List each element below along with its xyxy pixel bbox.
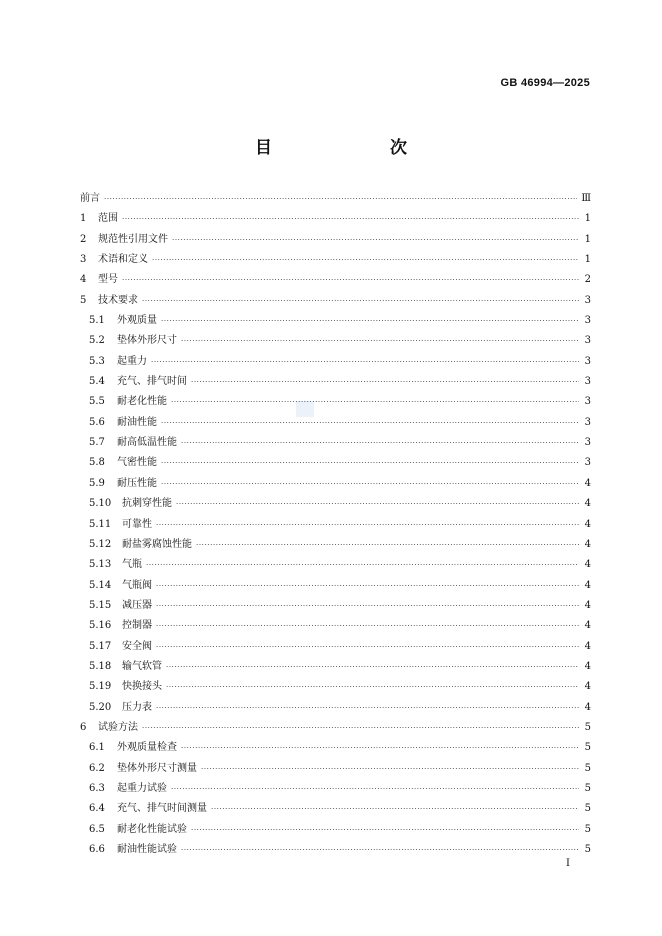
- toc-dot-leader: [151, 352, 579, 372]
- toc-entry-label: 充气、排气时间测量: [117, 803, 207, 815]
- toc-entry[interactable]: [80, 474, 591, 494]
- toc-dot-leader: [176, 494, 579, 514]
- toc-entry-page: 1: [584, 233, 591, 245]
- toc-entry-label: 耐高低温性能: [117, 437, 177, 449]
- toc-entry-page: 4: [584, 701, 591, 713]
- toc-entry-number: 5.17: [89, 640, 112, 652]
- toc-entry-page: 5: [584, 762, 591, 774]
- toc-entry-number: 5.1: [89, 315, 105, 327]
- toc-entry-label: 起重力: [117, 355, 147, 367]
- toc-entry-number: 6.3: [89, 782, 105, 794]
- toc-entry-number: 6.2: [89, 762, 105, 774]
- toc-entry-label: 气瓶阀: [122, 579, 152, 591]
- toc-entry-page: 2: [584, 274, 591, 286]
- toc-entry[interactable]: [80, 799, 591, 819]
- toc-entry[interactable]: [80, 637, 591, 657]
- toc-entry-number: 6.5: [89, 823, 105, 835]
- toc-dot-leader: [156, 576, 579, 596]
- toc-dot-leader: [181, 331, 579, 351]
- toc-entry-number: 5.18: [89, 660, 112, 672]
- toc-entry[interactable]: [80, 535, 591, 555]
- toc-dot-leader: [171, 392, 579, 412]
- toc-entry-number: 5.2: [89, 335, 105, 347]
- toc-entry-number: 6.4: [89, 803, 105, 815]
- toc-entry-label: 垫体外形尺寸测量: [117, 762, 197, 774]
- toc-entry-page: 3: [584, 416, 591, 428]
- toc-entry[interactable]: [80, 250, 591, 270]
- toc-entry-label: 耐盐雾腐蚀性能: [122, 538, 192, 550]
- toc-dot-leader: [191, 820, 579, 840]
- toc-entry-page: 4: [584, 640, 591, 652]
- toc-entry-label: 外观质量检查: [117, 742, 177, 754]
- page-title: 目 次: [255, 138, 435, 158]
- toc-entry-label: 耐老化性能: [117, 396, 167, 408]
- toc-entry-label: 减压器: [122, 599, 152, 611]
- toc-entry-number: 1: [80, 213, 87, 225]
- toc-entry[interactable]: [80, 230, 591, 250]
- toc-entry-page: 3: [584, 396, 591, 408]
- toc-dot-leader: [122, 209, 579, 229]
- toc-dot-leader: [161, 453, 579, 473]
- toc-entry-label: 起重力试验: [117, 782, 167, 794]
- toc-entry-number: 2: [80, 233, 87, 245]
- toc-entry-page: 4: [584, 477, 591, 489]
- toc-entry[interactable]: [80, 209, 591, 229]
- toc-entry-number: 5.6: [89, 416, 105, 428]
- toc-dot-leader: [122, 270, 579, 290]
- toc-entry[interactable]: [80, 759, 591, 779]
- toc-entry-number: 5: [80, 294, 87, 306]
- toc-entry-page: 5: [584, 823, 591, 835]
- toc-entry-label: 试验方法: [98, 721, 138, 733]
- toc-entry-number: 5.9: [89, 477, 105, 489]
- toc-entry-label: 充气、排气时间: [117, 376, 187, 388]
- toc-dot-leader: [156, 637, 579, 657]
- toc-dot-leader: [166, 677, 579, 697]
- toc-entry-label: 可靠性: [122, 518, 152, 530]
- toc-entry[interactable]: [80, 433, 591, 453]
- toc-entry[interactable]: [80, 840, 591, 860]
- toc-entry-number: 5.12: [89, 538, 112, 550]
- toc-entry-label: 快换接头: [122, 681, 162, 693]
- toc-dot-leader: [142, 718, 579, 738]
- toc-entry-label: 压力表: [122, 701, 152, 713]
- toc-entry[interactable]: [80, 616, 591, 636]
- toc-entry-number: 5.14: [89, 579, 112, 591]
- toc-dot-leader: [146, 555, 579, 575]
- toc-entry[interactable]: [80, 372, 591, 392]
- toc-entry-number: 5.7: [89, 437, 105, 449]
- toc-entry[interactable]: [80, 820, 591, 840]
- toc-entry-label: 气瓶: [122, 559, 142, 571]
- toc-entry-page: 4: [584, 559, 591, 571]
- toc-entry-number: 5.19: [89, 681, 112, 693]
- toc-entry[interactable]: [80, 738, 591, 758]
- toc-entry-page: 5: [584, 721, 591, 733]
- toc-entry[interactable]: [80, 189, 591, 209]
- toc-entry[interactable]: [80, 494, 591, 514]
- toc-entry[interactable]: [80, 698, 591, 718]
- toc-entry[interactable]: [80, 392, 591, 412]
- toc-entry-number: 5.10: [89, 498, 112, 510]
- toc-entry-label: 术语和定义: [98, 254, 148, 266]
- toc-entry-number: 5.20: [89, 701, 112, 713]
- toc-entry-page: 4: [584, 660, 591, 672]
- toc-dot-leader: [211, 799, 579, 819]
- toc-dot-leader: [104, 189, 577, 209]
- toc-entry[interactable]: [80, 515, 591, 535]
- toc-entry-page: 4: [584, 681, 591, 693]
- toc-entry-number: 5.8: [89, 457, 105, 469]
- toc-entry-number: 6.6: [89, 844, 105, 855]
- toc-entry-number: 6.1: [89, 742, 105, 754]
- toc-entry-label: 范围: [98, 213, 118, 225]
- toc-entry-label: 垫体外形尺寸: [117, 335, 177, 347]
- toc-entry-number: 5.11: [89, 518, 112, 530]
- toc-entry-label: 耐压性能: [117, 477, 157, 489]
- toc-entry-number: 3: [80, 254, 87, 266]
- toc-entry-page: 1: [584, 254, 591, 266]
- toc-entry[interactable]: [80, 657, 591, 677]
- toc-entry[interactable]: [80, 576, 591, 596]
- toc-dot-leader: [161, 413, 579, 433]
- toc-entry-page: Ⅲ: [581, 193, 591, 204]
- toc-entry-label: 控制器: [122, 620, 152, 632]
- toc-entry-label: 气密性能: [117, 457, 157, 469]
- toc-dot-leader: [196, 535, 579, 555]
- toc-entry-number: 4: [80, 274, 87, 286]
- toc-entry-label: 抗刺穿性能: [122, 498, 172, 510]
- toc-entry-number: 5.3: [89, 355, 105, 367]
- toc-entry[interactable]: [80, 413, 591, 433]
- toc-entry-page: 5: [584, 803, 591, 815]
- toc-entry-page: 5: [584, 742, 591, 754]
- toc-dot-leader: [152, 250, 579, 270]
- toc-entry-page: 3: [584, 437, 591, 449]
- toc-entry-page: 1: [584, 213, 591, 225]
- toc-entry-label: 耐油性能: [117, 416, 157, 428]
- toc-entry-label: 技术要求: [98, 294, 138, 306]
- toc-entry-label: 型号: [98, 274, 118, 286]
- toc-entry-page: 4: [584, 599, 591, 611]
- toc-entry-page: 3: [584, 355, 591, 367]
- toc-entry[interactable]: [80, 311, 591, 331]
- toc-entry-page: 5: [584, 844, 591, 855]
- toc-entry-page: 3: [584, 315, 591, 327]
- toc-dot-leader: [181, 738, 579, 758]
- toc-entry-page: 3: [584, 457, 591, 469]
- toc-entry-page: 4: [584, 579, 591, 591]
- toc-entry[interactable]: [80, 718, 591, 738]
- toc-entry-number: 5.13: [89, 559, 112, 571]
- toc-entry[interactable]: [80, 291, 591, 311]
- toc-entry-label: 安全阀: [122, 640, 152, 652]
- toc-entry-page: 3: [584, 294, 591, 306]
- toc-entry-number: 5.15: [89, 599, 112, 611]
- toc-entry-number: 5.16: [89, 620, 112, 632]
- toc-entry-page: 3: [584, 335, 591, 347]
- toc-dot-leader: [181, 433, 579, 453]
- toc-dot-leader: [172, 230, 579, 250]
- toc-entry-page: 4: [584, 498, 591, 510]
- toc-entry-page: 4: [584, 538, 591, 550]
- toc-entry-page: 5: [584, 782, 591, 794]
- page-number: I: [566, 858, 570, 869]
- toc-dot-leader: [156, 698, 579, 718]
- toc-dot-leader: [161, 311, 579, 331]
- toc-entry[interactable]: [80, 677, 591, 697]
- toc-entry-label: 外观质量: [117, 315, 157, 327]
- toc-entry-number: 5.5: [89, 396, 105, 408]
- toc-dot-leader: [166, 657, 579, 677]
- toc-dot-leader: [161, 474, 579, 494]
- toc-entry-page: 4: [584, 518, 591, 530]
- toc-entry-label: 耐油性能试验: [117, 844, 177, 855]
- toc-dot-leader: [191, 372, 579, 392]
- toc-entry-label: 耐老化性能试验: [117, 823, 187, 835]
- toc-entry-label: 规范性引用文件: [98, 233, 168, 245]
- toc-entry-page: 4: [584, 620, 591, 632]
- toc-dot-leader: [156, 616, 579, 636]
- toc-entry[interactable]: [80, 779, 591, 799]
- toc-entry-label: 前言: [80, 193, 100, 204]
- toc-dot-leader: [181, 840, 579, 860]
- toc-entry-number: 5.4: [89, 376, 105, 388]
- toc-entry[interactable]: [80, 453, 591, 473]
- toc-entry[interactable]: [80, 270, 591, 290]
- toc-dot-leader: [142, 291, 579, 311]
- toc-dot-leader: [156, 515, 579, 535]
- toc-entry[interactable]: [80, 331, 591, 351]
- toc-dot-leader: [156, 596, 579, 616]
- toc-entry[interactable]: [80, 352, 591, 372]
- toc-dot-leader: [201, 759, 579, 779]
- toc-entry-number: 6: [80, 721, 87, 733]
- toc-entry[interactable]: [80, 596, 591, 616]
- toc-dot-leader: [171, 779, 579, 799]
- table-of-contents: [80, 189, 591, 860]
- toc-entry-label: 输气软管: [122, 660, 162, 672]
- standard-code: GB 46994—2025: [500, 77, 590, 89]
- toc-entry-page: 3: [584, 376, 591, 388]
- toc-entry[interactable]: [80, 555, 591, 575]
